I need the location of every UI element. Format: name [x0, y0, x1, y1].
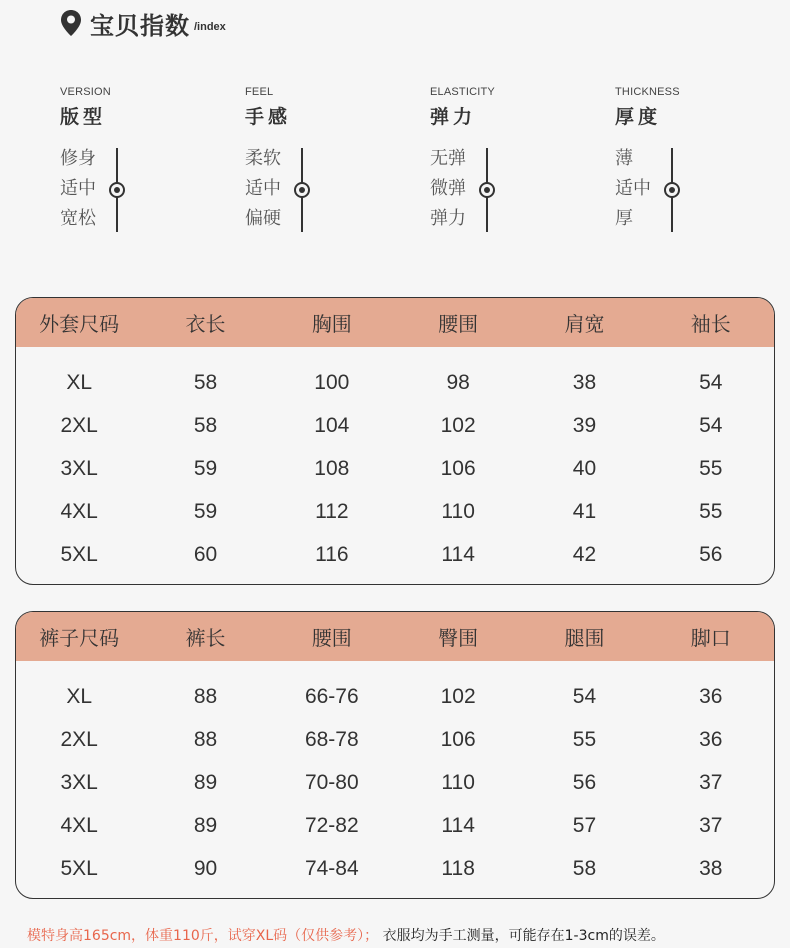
table-cell: XL: [66, 684, 92, 708]
table-cell: 55: [699, 456, 723, 480]
index-scale: [60, 149, 210, 233]
table-cell: 110: [441, 499, 475, 523]
jacket-size-table: [15, 297, 775, 585]
table-cell: 39: [572, 413, 597, 437]
index-scale: [245, 149, 395, 233]
header-cell: 胸围: [311, 311, 352, 336]
table-cell: 40: [572, 456, 597, 480]
table-cell: 106: [440, 456, 476, 480]
table-cell: 106: [440, 727, 476, 751]
header-cell: 臀围: [438, 625, 479, 650]
measurement-footnote: [27, 925, 665, 945]
table-cell: 2XL: [60, 727, 98, 751]
scale-indicator: [294, 182, 310, 198]
table-cell: 60: [193, 542, 218, 566]
table-cell: 58: [572, 856, 597, 880]
table-cell: 108: [314, 456, 350, 480]
table-cell: 4XL: [60, 813, 98, 837]
table-cell: 2XL: [60, 413, 98, 437]
table-cell: 3XL: [60, 456, 98, 480]
location-pin-icon: [60, 9, 82, 37]
table-cell: 56: [699, 542, 723, 566]
table-row: [16, 675, 774, 718]
table-cell: 37: [699, 770, 723, 794]
scale-level-low: 无弹: [430, 148, 466, 169]
index-label-cn: 手感: [245, 106, 292, 128]
table-body: [16, 347, 774, 576]
table-row: [16, 361, 774, 404]
scale-indicator: [664, 182, 680, 198]
table-cell: 54: [572, 684, 597, 708]
table-cell: 54: [699, 370, 723, 394]
table-cell: 5XL: [60, 542, 98, 566]
index-thickness: [615, 86, 765, 233]
table-cell: 55: [572, 727, 597, 751]
table-cell: 72-82: [304, 813, 359, 837]
table-cell: 102: [440, 684, 476, 708]
index-feel: [245, 86, 395, 233]
table-cell: 57: [572, 813, 597, 837]
table-cell: XL: [66, 370, 92, 394]
table-cell: 42: [572, 542, 597, 566]
table-cell: 36: [699, 727, 723, 751]
index-label-en: FEEL: [245, 86, 274, 98]
table-cell: 54: [699, 413, 723, 437]
table-cell: 118: [441, 856, 475, 880]
table-row: [16, 447, 774, 490]
section-header: [60, 6, 226, 40]
header-cell: 裤子尺码: [39, 625, 120, 650]
scale-level-low: 柔软: [245, 148, 281, 169]
table-cell: 36: [699, 684, 723, 708]
header-cell: 袖长: [690, 311, 731, 336]
table-cell: 38: [572, 370, 597, 394]
scale-indicator: [479, 182, 495, 198]
header-cell: 脚口: [690, 625, 731, 650]
pants-size-table: [15, 611, 775, 899]
table-row: [16, 718, 774, 761]
index-label-cn: 版型: [60, 106, 107, 128]
table-row: [16, 533, 774, 576]
table-cell: 104: [314, 413, 350, 437]
section-subtitle: /index: [194, 21, 226, 33]
table-cell: 102: [440, 413, 476, 437]
table-cell: 114: [441, 542, 475, 566]
index-elasticity: [430, 86, 580, 233]
table-cell: 100: [314, 370, 350, 394]
table-cell: 66-76: [304, 684, 359, 708]
table-cell: 70-80: [304, 770, 359, 794]
index-version: [60, 86, 210, 233]
table-cell: 55: [699, 499, 723, 523]
table-cell: 112: [315, 499, 349, 523]
index-scale: [430, 149, 580, 233]
scale-level-mid: 适中: [615, 178, 651, 199]
table-cell: 4XL: [60, 499, 98, 523]
table-cell: 56: [572, 770, 597, 794]
section-title: 宝贝指数: [90, 11, 190, 40]
table-cell: 89: [193, 813, 218, 837]
table-cell: 3XL: [60, 770, 98, 794]
table-cell: 41: [572, 499, 597, 523]
table-row: [16, 804, 774, 847]
scale-level-high: 偏硬: [245, 208, 281, 229]
table-cell: 116: [315, 542, 349, 566]
index-label-en: THICKNESS: [615, 86, 680, 98]
table-cell: 58: [193, 370, 218, 394]
table-header-row: [16, 298, 774, 347]
header-cell: 外套尺码: [39, 311, 120, 336]
scale-level-high: 宽松: [60, 208, 96, 229]
scale-level-low: 薄: [615, 148, 633, 169]
table-cell: 68-78: [304, 727, 359, 751]
index-label-en: ELASTICITY: [430, 86, 495, 98]
measurement-note-text: 衣服均为手工测量，可能存在1-3cm的误差。: [382, 928, 665, 944]
table-cell: 114: [441, 813, 475, 837]
header-cell: 肩宽: [564, 311, 605, 336]
table-header-row: [16, 612, 774, 661]
index-label-cn: 厚度: [615, 106, 662, 128]
header-cell: 腰围: [311, 625, 352, 650]
table-cell: 90: [193, 856, 218, 880]
table-row: [16, 847, 774, 890]
table-row: [16, 404, 774, 447]
header-cell: 裤长: [185, 625, 226, 650]
table-cell: 98: [446, 370, 470, 394]
index-label-en: VERSION: [60, 86, 111, 98]
scale-indicator: [109, 182, 125, 198]
table-row: [16, 490, 774, 533]
table-cell: 88: [193, 727, 218, 751]
scale-level-high: 厚: [615, 208, 633, 229]
index-scale: [615, 149, 765, 233]
table-body: [16, 661, 774, 890]
model-info-text: 模特身高165cm，体重110斤，试穿XL码（仅供参考）；: [27, 928, 379, 944]
table-row: [16, 761, 774, 804]
table-cell: 38: [699, 856, 723, 880]
table-cell: 88: [193, 684, 218, 708]
table-cell: 74-84: [304, 856, 359, 880]
scale-level-mid: 适中: [245, 178, 281, 199]
table-cell: 59: [193, 499, 218, 523]
table-cell: 58: [193, 413, 218, 437]
table-cell: 37: [699, 813, 723, 837]
table-cell: 59: [193, 456, 218, 480]
table-cell: 110: [441, 770, 475, 794]
index-label-cn: 弹力: [430, 106, 477, 128]
header-cell: 腿围: [564, 625, 605, 650]
table-cell: 89: [193, 770, 218, 794]
scale-level-low: 修身: [60, 148, 96, 169]
scale-level-mid: 适中: [60, 178, 96, 199]
header-cell: 衣长: [185, 311, 226, 336]
table-cell: 5XL: [60, 856, 98, 880]
scale-level-mid: 微弹: [430, 178, 466, 199]
header-cell: 腰围: [438, 311, 479, 336]
scale-level-high: 弹力: [430, 208, 466, 229]
